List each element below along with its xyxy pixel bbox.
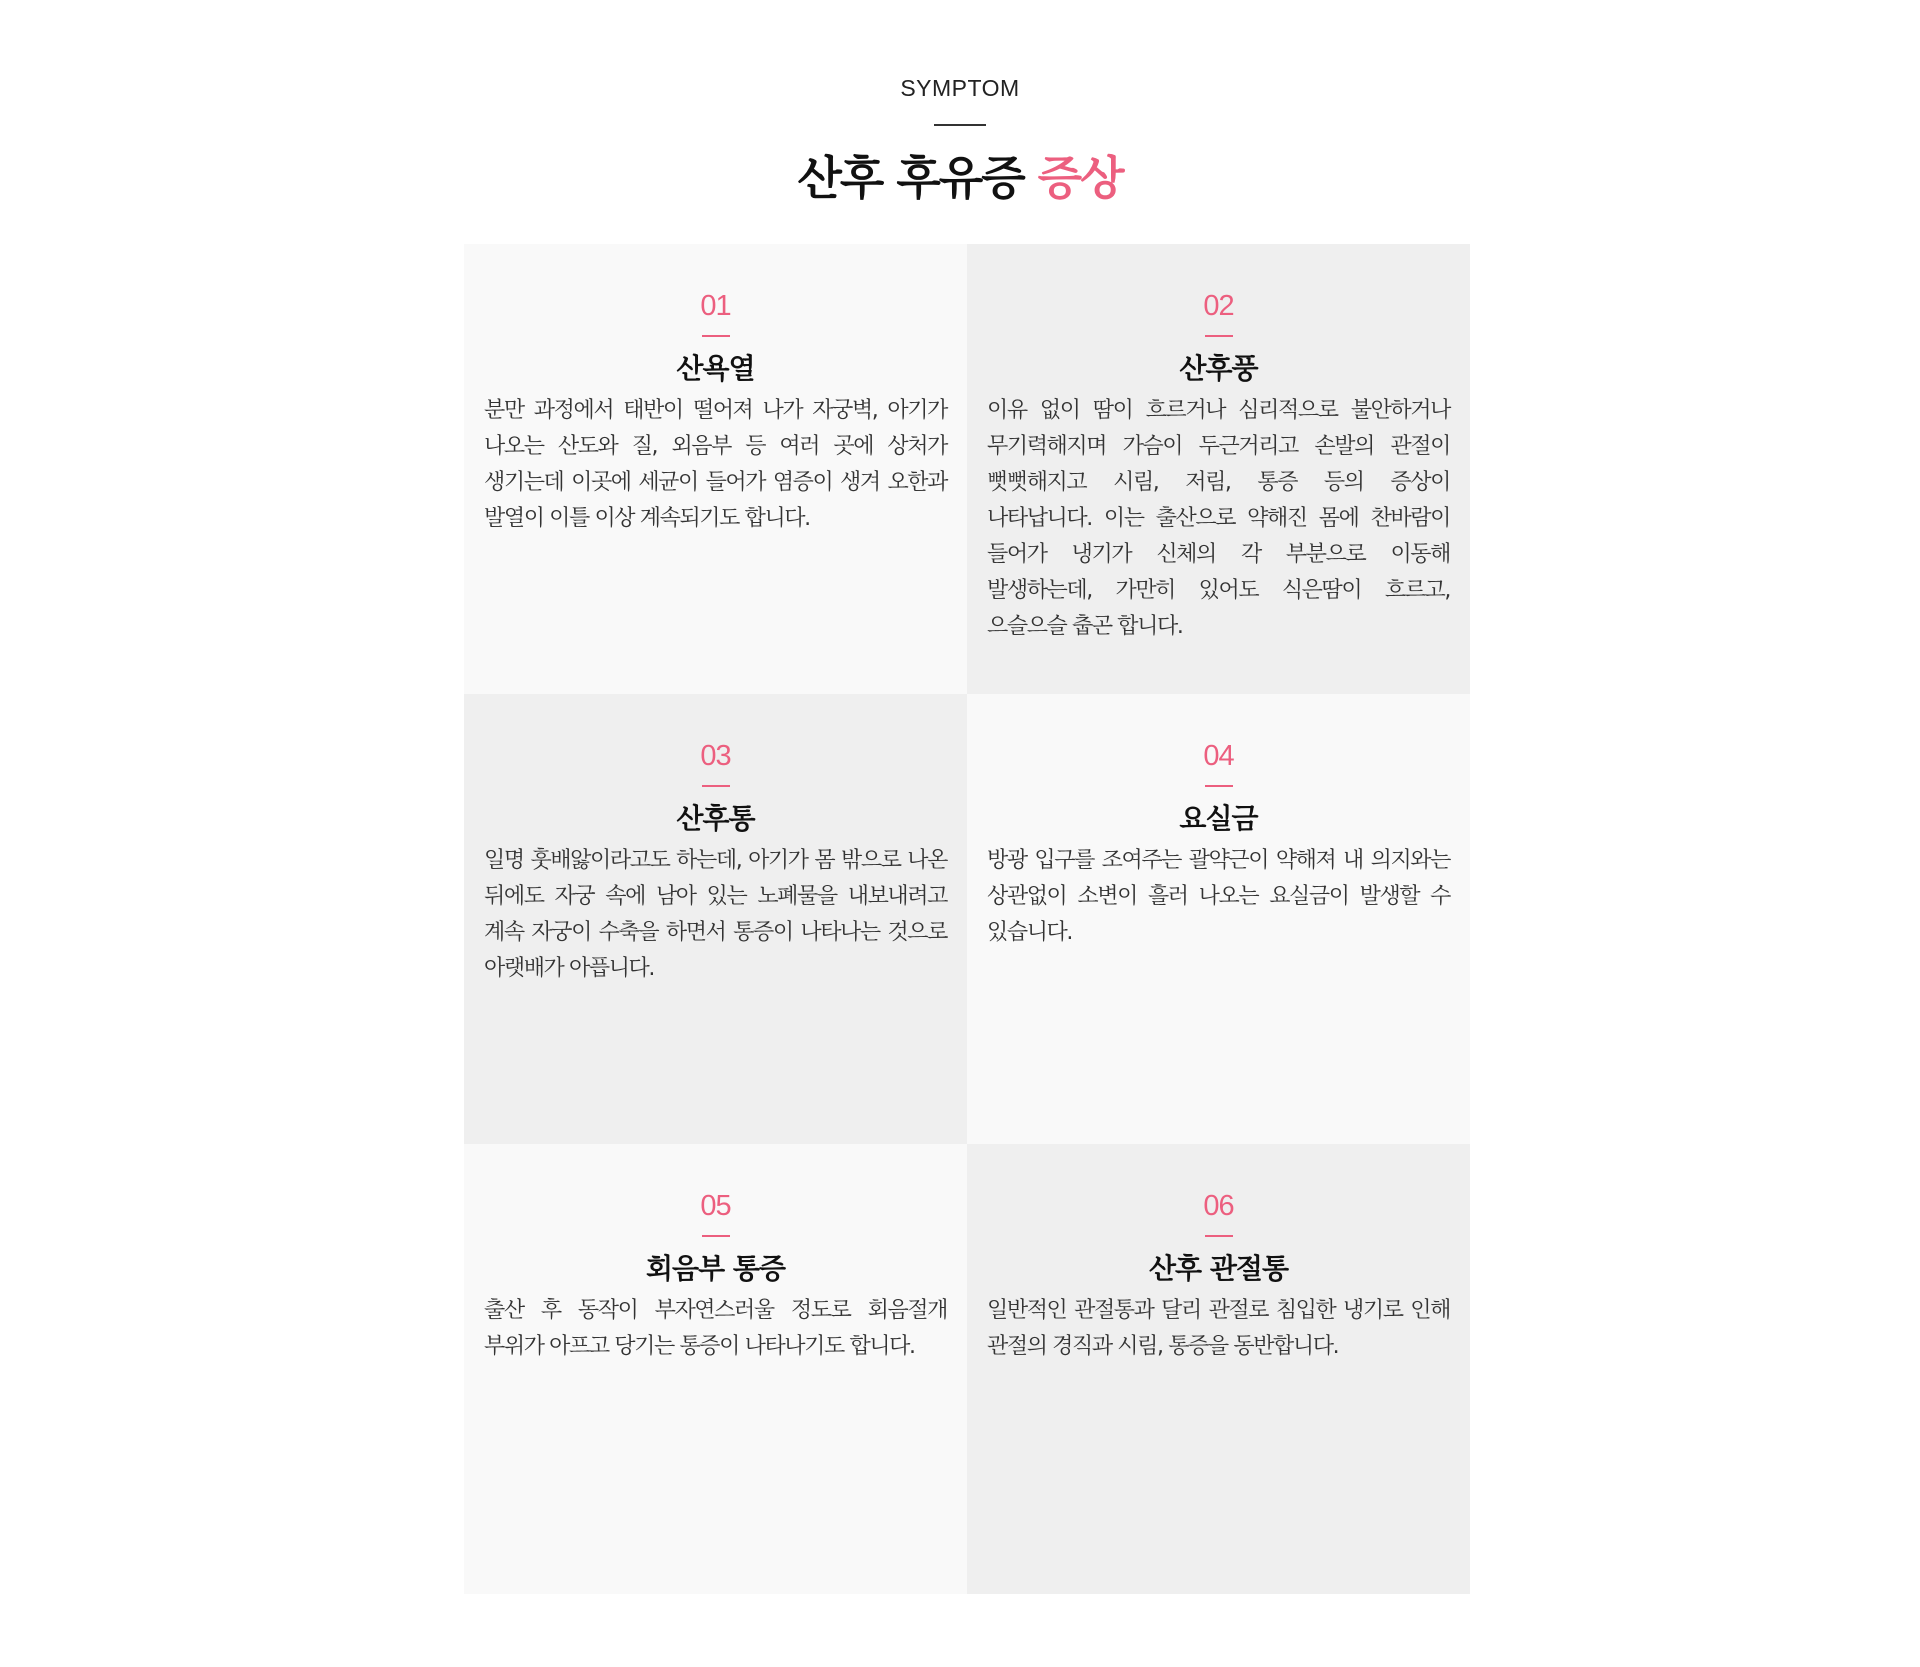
- card-number-divider: [1205, 1235, 1233, 1237]
- card-number: 06: [1203, 1190, 1234, 1222]
- eyebrow-divider: [934, 124, 986, 126]
- card-description: 일반적인 관절통과 달리 관절로 침입한 냉기로 인해 관절의 경직과 시림, 통증을 동반합니다.: [987, 1298, 1450, 1359]
- card-title: 요실금: [1179, 802, 1258, 835]
- title-accent: 증상: [1037, 151, 1123, 205]
- card-number: 05: [700, 1190, 731, 1222]
- symptom-card-04: [967, 694, 1470, 1144]
- card-number: 04: [1203, 740, 1234, 772]
- symptom-card-01: [464, 244, 967, 694]
- card-number-divider: [702, 1235, 730, 1237]
- card-description: 방광 입구를 조여주는 괄약근이 약해져 내 의지와는 상관없이 소변이 흘러 나오는 요실금이 발생할 수 있습니다.: [987, 848, 1450, 945]
- card-title: 산욕열: [676, 352, 755, 385]
- symptom-card-06: [967, 1144, 1470, 1594]
- card-title: 산후풍: [1179, 352, 1258, 385]
- card-number-divider: [1205, 785, 1233, 787]
- card-title: 회음부 통증: [646, 1252, 785, 1285]
- symptom-card-02: [967, 244, 1470, 694]
- symptom-grid: [464, 244, 1470, 1594]
- card-title: 산후통: [676, 802, 755, 835]
- title-main: 산후 후유증: [797, 151, 1038, 205]
- section-header: [0, 72, 1920, 206]
- card-description: 출산 후 동작이 부자연스러울 정도로 회음절개 부위가 아프고 당기는 통증이 나타나기도 합니다.: [484, 1298, 947, 1359]
- card-description: 이유 없이 땀이 흐르거나 심리적으로 불안하거나 무기력해지며 가슴이 두근거리고 손발의 관절이 뻣뻣해지고 시림, 저림, 통증 등의 증상이 나타납니다. 이는 출산으로 약해진 몸에 찬바람이 들어가 냉기가 신체의 각 부분으로 이동해 발생하는데, 가만히 있어도 식은땀이 흐르고, 으슬으슬 춥곤 합니다.: [987, 398, 1450, 639]
- symptom-card-05: [464, 1144, 967, 1594]
- card-number: 01: [700, 290, 731, 322]
- card-description: 일명 훗배앓이라고도 하는데, 아기가 몸 밖으로 나온 뒤에도 자궁 속에 남아 있는 노폐물을 내보내려고 계속 자궁이 수축을 하면서 통증이 나타나는 것으로 아랫배가 아픕니다.: [484, 848, 947, 981]
- card-description: 분만 과정에서 태반이 떨어져 나가 자궁벽, 아기가 나오는 산도와 질, 외음부 등 여러 곳에 상처가 생기는데 이곳에 세균이 들어가 염증이 생겨 오한과 발열이 이틀 이상 계속되기도 합니다.: [484, 398, 947, 531]
- card-number-divider: [702, 785, 730, 787]
- card-number: 02: [1203, 290, 1234, 322]
- section-eyebrow: SYMPTOM: [900, 75, 1020, 101]
- card-number: 03: [700, 740, 731, 772]
- card-number-divider: [702, 335, 730, 337]
- card-number-divider: [1205, 335, 1233, 337]
- section-title: [0, 150, 1920, 206]
- card-title: 산후 관절통: [1149, 1252, 1288, 1285]
- symptom-card-03: [464, 694, 967, 1144]
